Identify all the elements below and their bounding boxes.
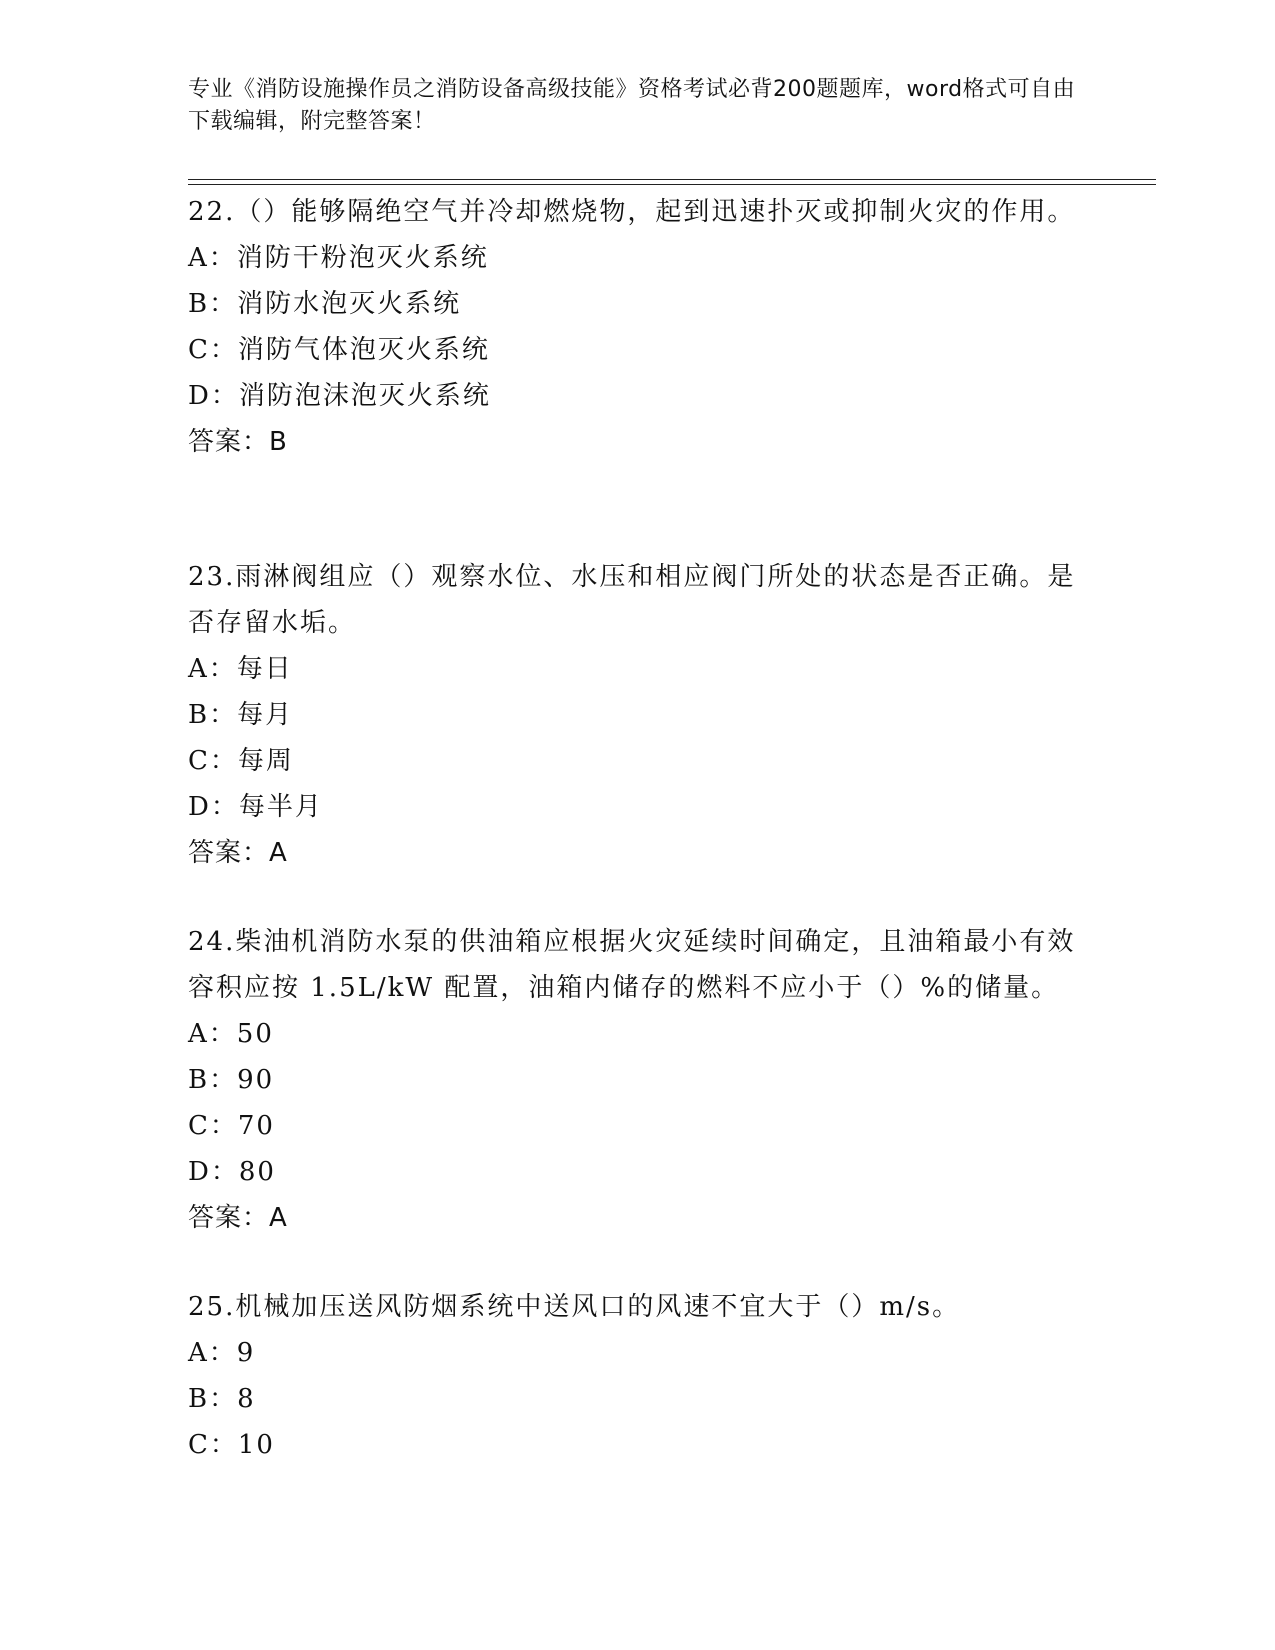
question-22: [188, 189, 1088, 465]
option-c: C：消防气体泡灭火系统: [188, 335, 490, 365]
option-b: B：90: [188, 1065, 275, 1095]
answer-label: 答案：A: [188, 838, 288, 868]
option-c: C：每周: [188, 746, 294, 776]
question-text: 22.（）能够隔绝空气并冷却燃烧物，起到迅速扑灭或抑制火灾的作用。: [188, 197, 1076, 227]
document-header: [188, 74, 1088, 138]
question-23: [188, 554, 1088, 876]
answer-label: 答案：B: [188, 427, 288, 457]
option-b: B：每月: [188, 700, 294, 730]
question-25: [188, 1284, 1088, 1468]
option-b: B：消防水泡灭火系统: [188, 289, 462, 319]
option-d: D：消防泡沫泡灭火系统: [188, 381, 491, 411]
option-c: C：10: [188, 1430, 275, 1460]
option-d: D：80: [188, 1157, 276, 1187]
header-divider-top: [188, 179, 1156, 180]
option-a: A：9: [188, 1338, 256, 1368]
question-24: [188, 919, 1088, 1241]
option-b: B：8: [188, 1384, 256, 1414]
question-text: 25.机械加压送风防烟系统中送风口的风速不宜大于（）m/s。: [188, 1292, 961, 1322]
question-text: 23.雨淋阀组应（）观察水位、水压和相应阀门所处的状态是否正确。是否存留水垢。: [188, 562, 1076, 638]
option-c: C：70: [188, 1111, 275, 1141]
option-a: A：每日: [188, 654, 293, 684]
option-a: A：50: [188, 1019, 274, 1049]
option-d: D：每半月: [188, 792, 323, 822]
option-a: A：消防干粉泡灭火系统: [188, 243, 489, 273]
header-divider-bottom: [188, 184, 1156, 185]
question-text: 24.柴油机消防水泵的供油箱应根据火灾延续时间确定，且油箱最小有效容积应按 1.5L/kW 配置，油箱内储存的燃料不应小于（）%的储量。: [188, 927, 1076, 1003]
answer-label: 答案：A: [188, 1203, 288, 1233]
document-title: 专业《消防设施操作员之消防设备高级技能》资格考试必背200题题库，word格式可自由下载编辑，附完整答案！: [188, 77, 1076, 134]
